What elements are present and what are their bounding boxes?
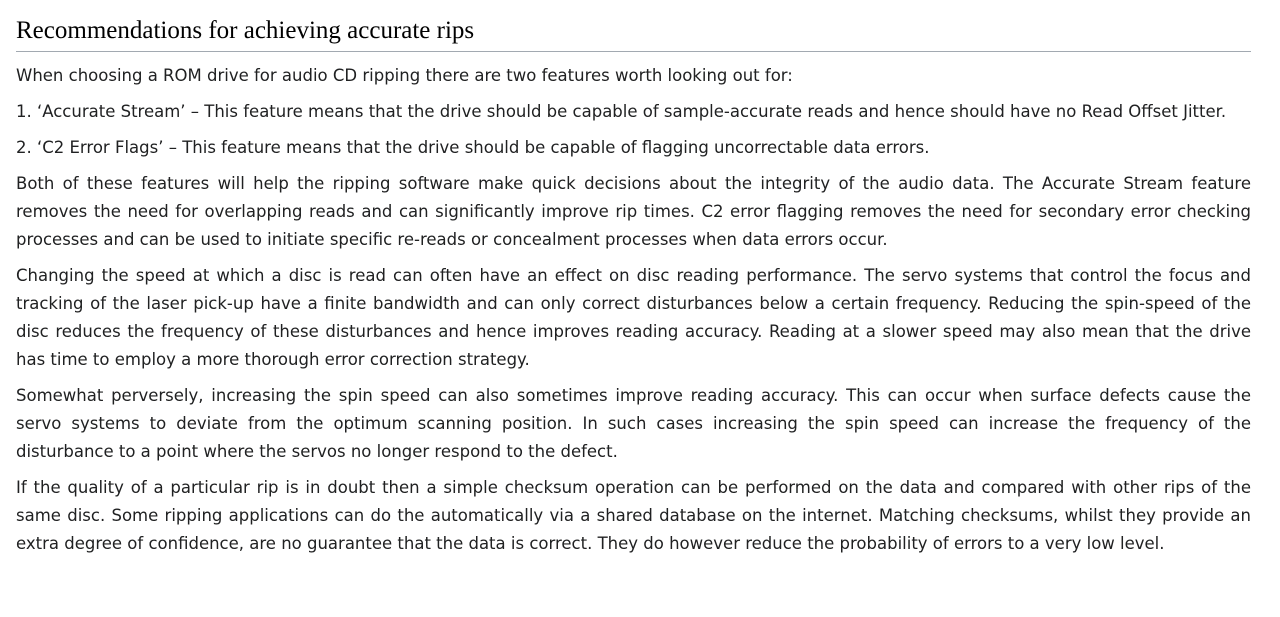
feature-accurate-stream: 1. ‘Accurate Stream’ – This feature means that the drive should be capable of sample-accurate reads and hence should have no Read Offset Jitter. [16, 102, 1227, 121]
paragraph-reading-speed: Changing the speed at which a disc is read can often have an effect on disc reading performance. The servo systems that control the focus and tracking of the laser pick-up have a finite bandwidth and can only correct disturbances below a certain frequency. Reducing the spin-speed of the disc reduces the frequency of these disturbances and hence improves reading accuracy. Reading at a slower speed may also mean that the drive has time to employ a more thorough error correction strategy. [16, 266, 1251, 369]
paragraph-checksum: If the quality of a particular rip is in doubt then a simple checksum operation can be performed on the data and compared with other rips of the same disc. Some ripping applications can do the automatically via a shared database on the internet. Matching checksums, whilst they provide an extra degree of confidence, are no guarantee that the data is correct. They do however reduce the probability of errors to a very low level. [16, 478, 1251, 553]
paragraph-features-benefit: Both of these features will help the ripping software make quick decisions about the integrity of the audio data. The Accurate Stream feature removes the need for overlapping reads and can significantly improve rip times. C2 error flagging removes the need for secondary error checking processes and can be used to initiate specific re-reads or concealment processes when data errors occur. [16, 174, 1251, 249]
section-heading: Recommendations for achieving accurate rips [16, 14, 1251, 52]
intro-paragraph: When choosing a ROM drive for audio CD ripping there are two features worth looking out for: [16, 66, 793, 85]
article-section [16, 14, 1251, 566]
paragraph-spin-speed: Somewhat perversely, increasing the spin speed can also sometimes improve reading accuracy. This can occur when surface defects cause the servo systems to deviate from the optimum scanning position. In such cases increasing the spin speed can increase the frequency of the disturbance to a point where the servos no longer respond to the defect. [16, 386, 1251, 461]
feature-c2-error-flags: 2. ‘C2 Error Flags’ – This feature means that the drive should be capable of flagging uncorrectable data errors. [16, 138, 930, 157]
